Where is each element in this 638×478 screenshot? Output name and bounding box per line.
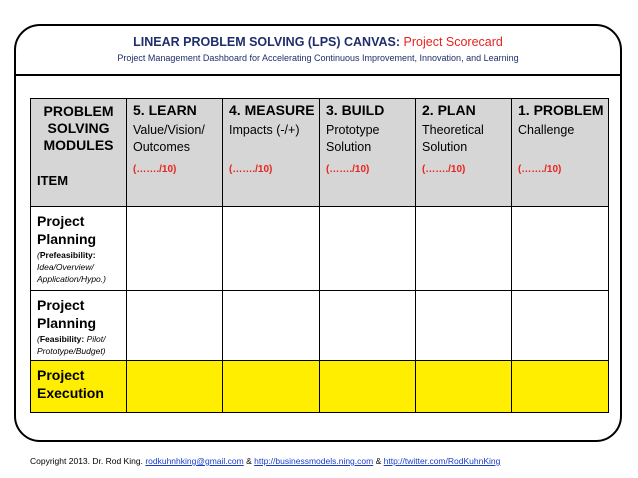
score-cell[interactable] [223, 207, 320, 291]
header-row [31, 99, 609, 207]
separator: & [246, 456, 252, 466]
column-build [320, 99, 416, 207]
title-main: LINEAR PROBLEM SOLVING (LPS) CANVAS: [133, 35, 401, 49]
column-description: Challenge [518, 123, 575, 137]
column-score: (……./10) [229, 164, 273, 175]
score-cell[interactable] [223, 291, 320, 361]
score-cell[interactable] [512, 207, 609, 291]
column-title: 4. MEASURE [229, 102, 315, 118]
page-title [14, 35, 622, 49]
score-cell[interactable] [127, 361, 223, 413]
column-plan [416, 99, 512, 207]
table-row [31, 291, 609, 361]
column-score: (……./10) [422, 164, 466, 175]
row-note: (Prefeasibility: Idea/Overview/ Application/Hypo.) [37, 250, 106, 284]
column-score: (……./10) [518, 164, 562, 175]
row-title: Project Execution [37, 367, 104, 401]
row-title: Project Planning [37, 213, 97, 247]
column-description: Impacts (-/+) [229, 123, 300, 137]
footer [30, 456, 500, 466]
scorecard-table [30, 98, 609, 413]
title-accent: Project Scorecard [403, 35, 503, 49]
score-cell[interactable] [416, 207, 512, 291]
column-problem [512, 99, 609, 207]
modules-label: PROBLEM SOLVING MODULES [43, 103, 114, 153]
score-cell[interactable] [223, 361, 320, 413]
column-score: (……./10) [326, 164, 370, 175]
score-cell[interactable] [512, 361, 609, 413]
score-cell[interactable] [127, 207, 223, 291]
column-description: Prototype Solution [326, 123, 380, 154]
copyright-text: Copyright 2013. Dr. Rod King. [30, 456, 143, 466]
email-link[interactable]: rodkuhnhking@gmail.com [145, 456, 244, 466]
item-label: ITEM [37, 173, 69, 188]
column-measure [223, 99, 320, 207]
score-cell[interactable] [416, 361, 512, 413]
column-description: Theoretical Solution [422, 123, 484, 154]
table-row [31, 207, 609, 291]
header-divider [14, 74, 622, 76]
modules-corner-cell [31, 99, 127, 207]
column-learn [127, 99, 223, 207]
column-title: 1. PROBLEM [518, 102, 604, 118]
row-title: Project Planning [37, 297, 97, 331]
score-cell[interactable] [320, 291, 416, 361]
column-score: (……./10) [133, 164, 177, 175]
column-title: 5. LEARN [133, 102, 197, 118]
row-label-feasibility [31, 291, 127, 361]
column-title: 3. BUILD [326, 102, 385, 118]
score-cell[interactable] [320, 207, 416, 291]
page-subtitle: Project Management Dashboard for Accelerating Continuous Improvement, Innovation, and Learning [117, 53, 519, 63]
column-title: 2. PLAN [422, 102, 476, 118]
row-label-prefeasibility [31, 207, 127, 291]
table-row-execution [31, 361, 609, 413]
score-cell[interactable] [512, 291, 609, 361]
website-link[interactable]: http://businessmodels.ning.com [254, 456, 374, 466]
row-note: (Feasibility: Pilot/ Prototype/Budget) [37, 334, 106, 356]
row-label-execution [31, 361, 127, 413]
score-cell[interactable] [127, 291, 223, 361]
column-description: Value/Vision/ Outcomes [133, 123, 205, 154]
score-cell[interactable] [416, 291, 512, 361]
twitter-link[interactable]: http://twitter.com/RodKuhnKing [383, 456, 501, 466]
score-cell[interactable] [320, 361, 416, 413]
separator: & [375, 456, 382, 466]
